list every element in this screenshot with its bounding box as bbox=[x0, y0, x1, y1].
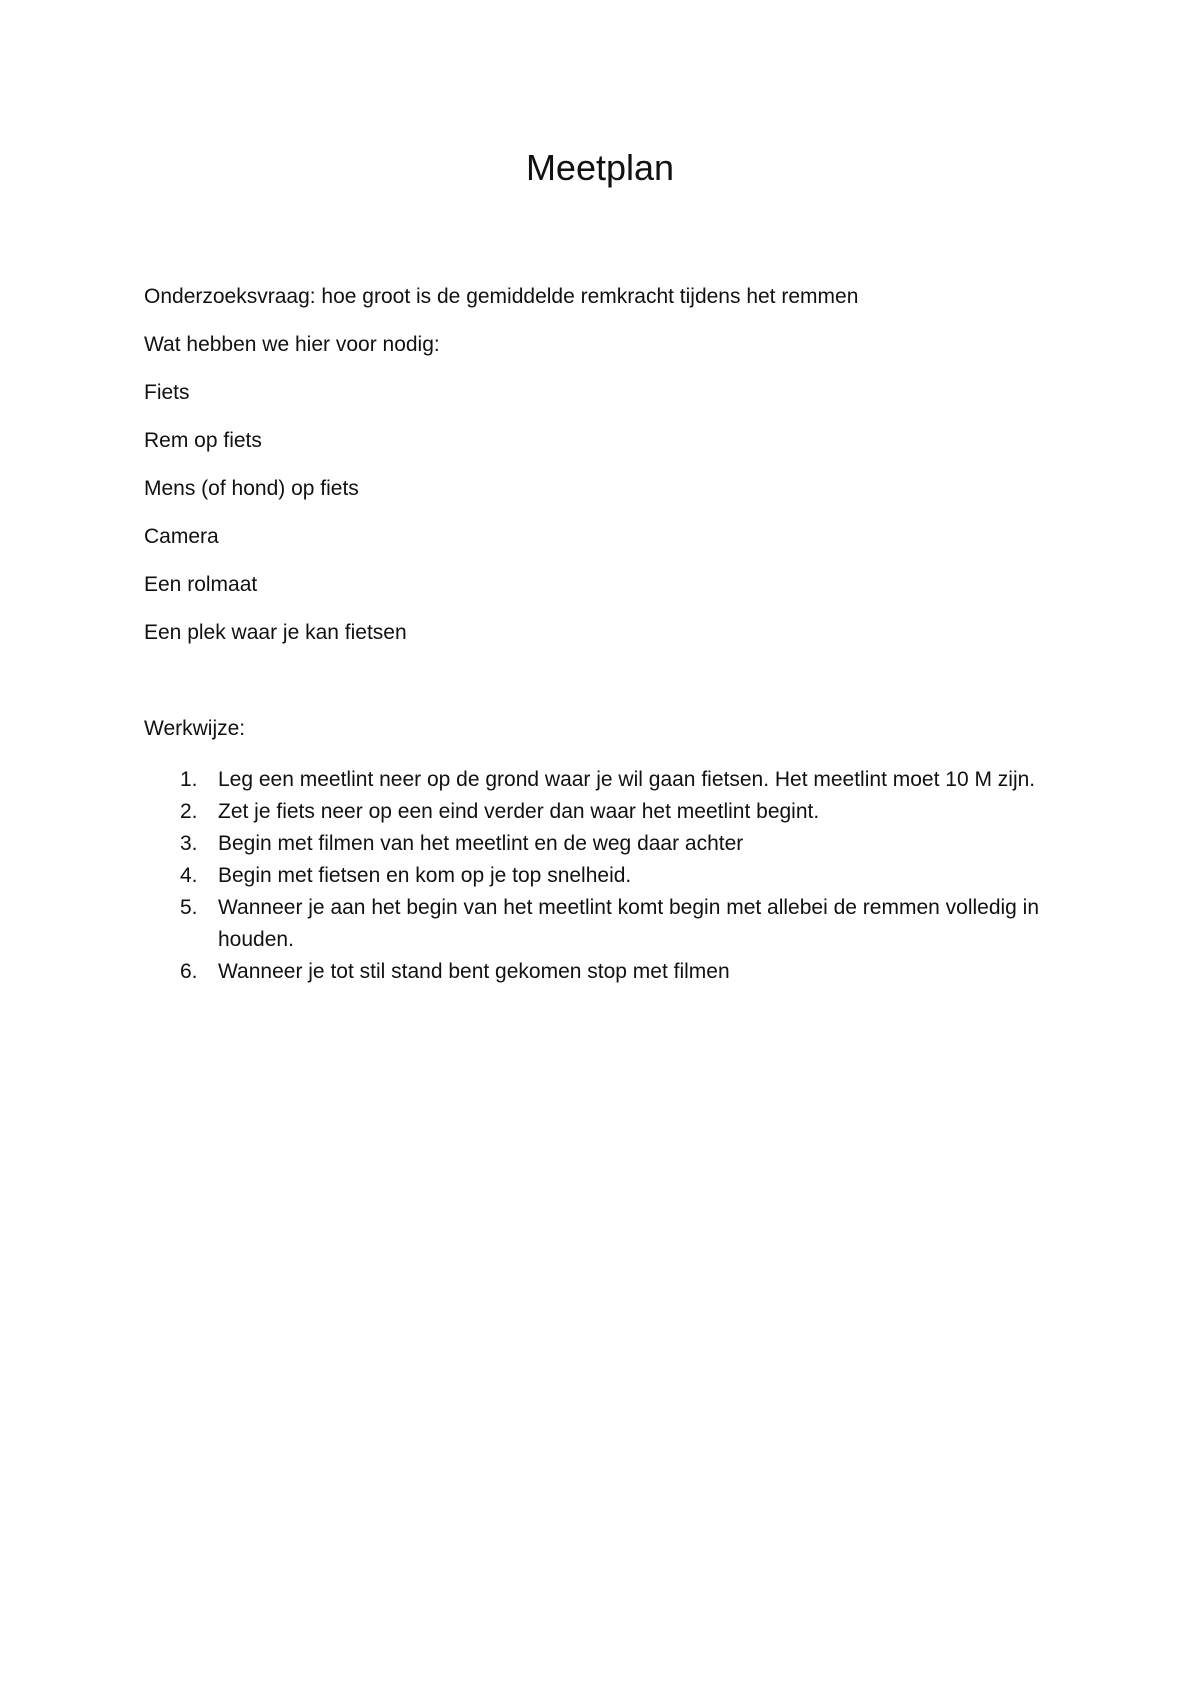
step-number: 5. bbox=[180, 896, 198, 919]
needs-item-camera: Camera bbox=[144, 525, 219, 548]
step-text: Wanneer je tot stil stand bent gekomen stop met filmen bbox=[218, 960, 730, 983]
step-number: 1. bbox=[180, 768, 198, 791]
method-step bbox=[144, 764, 1044, 796]
needs-item-plek: Een plek waar je kan fietsen bbox=[144, 621, 407, 644]
step-number: 3. bbox=[180, 832, 198, 855]
needs-item-rolmaat: Een rolmaat bbox=[144, 573, 258, 596]
method-step bbox=[144, 796, 1044, 828]
step-text: Begin met filmen van het meetlint en de weg daar achter bbox=[218, 832, 744, 855]
step-number: 6. bbox=[180, 960, 198, 983]
needs-item-fiets: Fiets bbox=[144, 381, 190, 404]
step-number: 2. bbox=[180, 800, 198, 823]
research-question: Onderzoeksvraag: hoe groot is de gemiddelde remkracht tijdens het remmen bbox=[144, 285, 859, 308]
step-text: Begin met fietsen en kom op je top snelheid. bbox=[218, 864, 632, 887]
method-step bbox=[144, 828, 1044, 860]
step-text: Zet je fiets neer op een eind verder dan waar het meetlint begint. bbox=[218, 800, 820, 823]
needs-item-mens: Mens (of hond) op fiets bbox=[144, 477, 359, 500]
step-text: Wanneer je aan het begin van het meetlint komt begin met allebei de remmen volledig in houden. bbox=[218, 896, 1040, 951]
needs-heading: Wat hebben we hier voor nodig: bbox=[144, 333, 440, 356]
method-step bbox=[144, 956, 1044, 988]
method-step bbox=[144, 860, 1044, 892]
page-title: Meetplan bbox=[525, 147, 675, 188]
step-number: 4. bbox=[180, 864, 198, 887]
method-steps-list bbox=[144, 764, 1044, 988]
step-text: Leg een meetlint neer op de grond waar je wil gaan fietsen. Het meetlint moet 10 M zijn. bbox=[218, 768, 1036, 791]
needs-item-rem: Rem op fiets bbox=[144, 429, 262, 452]
method-heading: Werkwijze: bbox=[144, 717, 246, 740]
method-step bbox=[144, 892, 1044, 956]
